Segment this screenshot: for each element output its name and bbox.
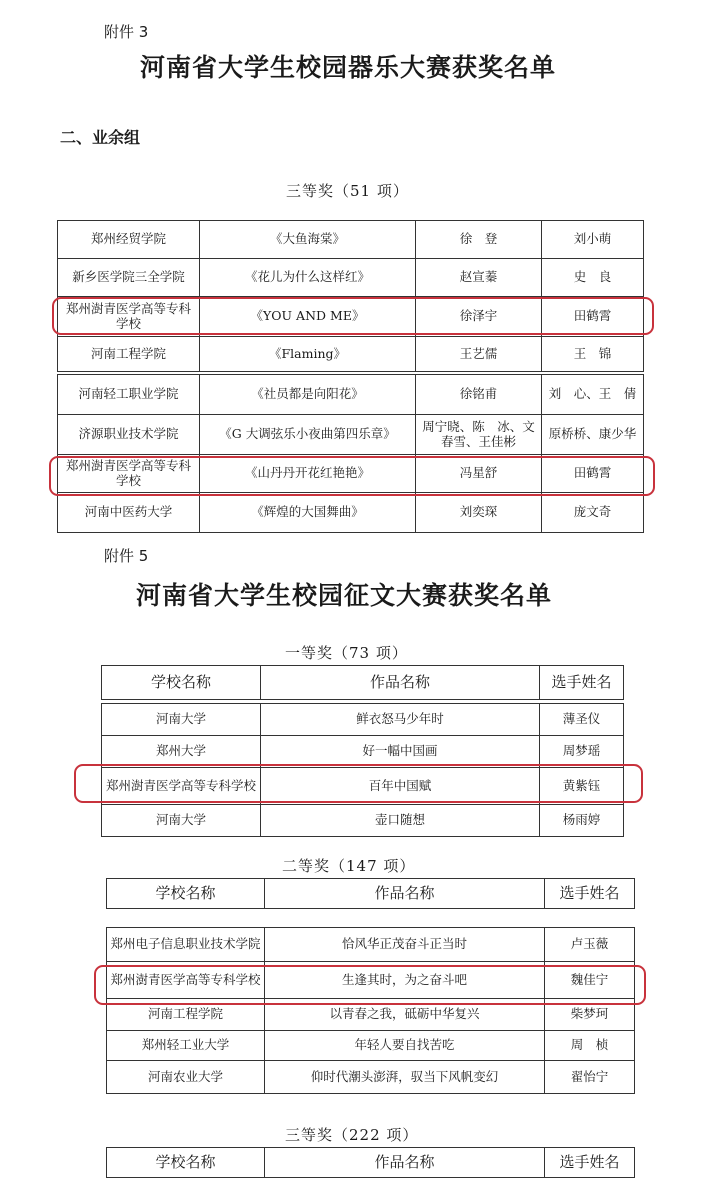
cell-performer: 周宁晓、陈 冰、文春雪、王佳彬 xyxy=(416,415,542,455)
cell-performer: 赵宣蓁 xyxy=(416,259,542,297)
cell-school: 河南农业大学 xyxy=(107,1061,265,1094)
cell-work: 《大鱼海棠》 xyxy=(200,221,416,259)
header-school: 学校名称 xyxy=(107,879,265,909)
annex-label-5: 附件 5 xyxy=(104,547,149,565)
cell-instructor: 原桥桥、康少华 xyxy=(542,415,644,455)
table-row xyxy=(58,415,644,455)
cell-contestant: 卢玉薇 xyxy=(545,928,635,962)
table-row xyxy=(58,221,644,259)
cell-school: 河南大学 xyxy=(102,704,261,736)
instrument-table-a xyxy=(57,220,644,372)
cell-performer: 刘奕琛 xyxy=(416,493,542,533)
cell-school: 新乡医学院三全学院 xyxy=(58,259,200,297)
second-prize-header xyxy=(106,878,635,909)
cell-school: 河南工程学院 xyxy=(58,337,200,372)
header-work: 作品名称 xyxy=(265,879,545,909)
cell-contestant: 薄圣仪 xyxy=(540,704,624,736)
cell-contestant: 杨雨婷 xyxy=(540,805,624,837)
cell-performer: 冯星舒 xyxy=(416,455,542,493)
first-prize-header xyxy=(101,665,624,700)
cell-instructor: 王 锦 xyxy=(542,337,644,372)
second-prize-heading: 二等奖（147 项） xyxy=(282,857,416,875)
header-contestant: 选手姓名 xyxy=(545,879,635,909)
cell-school: 河南轻工职业学院 xyxy=(58,375,200,415)
cell-work: 鲜衣怒马少年时 xyxy=(261,704,540,736)
table-row xyxy=(107,1031,635,1061)
cell-school: 郑州经贸学院 xyxy=(58,221,200,259)
cell-work: 《辉煌的大国舞曲》 xyxy=(200,493,416,533)
instrument-table-b xyxy=(57,374,644,533)
highlight-oval xyxy=(74,764,643,803)
cell-contestant: 周 桢 xyxy=(545,1031,635,1061)
cell-work: 仰时代潮头澎湃，驭当下风帆变幻 xyxy=(265,1061,545,1094)
third-prize-essay-heading: 三等奖（222 项） xyxy=(285,1126,419,1144)
table-row xyxy=(102,805,624,837)
cell-contestant: 翟怡宁 xyxy=(545,1061,635,1094)
cell-performer: 徐泽宇 xyxy=(416,297,542,337)
highlight-oval xyxy=(52,297,654,335)
cell-contestant: 周梦瑶 xyxy=(540,736,624,768)
cell-school: 济源职业技术学院 xyxy=(58,415,200,455)
cell-instructor: 史 良 xyxy=(542,259,644,297)
cell-work: 好一幅中国画 xyxy=(261,736,540,768)
header-school: 学校名称 xyxy=(102,666,261,700)
cell-work: 《社员都是向阳花》 xyxy=(200,375,416,415)
cell-work: 壶口随想 xyxy=(261,805,540,837)
first-prize-heading: 一等奖（73 项） xyxy=(285,644,408,662)
header-school: 学校名称 xyxy=(107,1148,265,1178)
cell-school: 郑州电子信息职业技术学院 xyxy=(107,928,265,962)
cell-contestant: 黄紫钰 xyxy=(540,768,624,805)
cell-work: 年轻人要自找苦吃 xyxy=(265,1031,545,1061)
table-row xyxy=(107,1061,635,1094)
highlight-oval xyxy=(94,965,646,1005)
cell-instructor: 刘小萌 xyxy=(542,221,644,259)
cell-school: 郑州澍青医学高等专科学校 xyxy=(58,455,200,493)
table-row xyxy=(107,928,635,962)
header-work: 作品名称 xyxy=(265,1148,545,1178)
cell-work: 以青春之我，砥砺中华复兴 xyxy=(265,999,545,1031)
section-heading: 二、业余组 xyxy=(60,128,141,147)
cell-work: 《山丹丹开花红艳艳》 xyxy=(200,455,416,493)
cell-performer: 徐 登 xyxy=(416,221,542,259)
table-row xyxy=(58,493,644,533)
cell-school: 郑州澍青医学高等专科学校 xyxy=(58,297,200,337)
cell-work: 《Flaming》 xyxy=(200,337,416,372)
cell-work: 百年中国赋 xyxy=(261,768,540,805)
header-contestant: 选手姓名 xyxy=(540,666,624,700)
third-prize-heading: 三等奖（51 项） xyxy=(286,182,409,200)
cell-school: 郑州澍青医学高等专科学校 xyxy=(102,768,261,805)
cell-instructor: 田鹤霄 xyxy=(542,455,644,493)
cell-work: 恰风华正茂奋斗正当时 xyxy=(265,928,545,962)
instrument-contest-title: 河南省大学生校园器乐大赛获奖名单 xyxy=(140,53,557,82)
table-row xyxy=(58,259,644,297)
table-row xyxy=(102,704,624,736)
cell-instructor: 田鹤霄 xyxy=(542,297,644,337)
cell-school: 河南工程学院 xyxy=(107,999,265,1031)
cell-instructor: 刘 心、王 倩 xyxy=(542,375,644,415)
table-row xyxy=(58,337,644,372)
cell-contestant: 魏佳宁 xyxy=(545,962,635,999)
header-work: 作品名称 xyxy=(261,666,540,700)
annex-label-3: 附件 3 xyxy=(104,23,149,41)
cell-work: 《YOU AND ME》 xyxy=(200,297,416,337)
cell-work: 生逢其时，为之奋斗吧 xyxy=(265,962,545,999)
cell-work: 《花儿为什么这样红》 xyxy=(200,259,416,297)
cell-school: 河南大学 xyxy=(102,805,261,837)
cell-school: 郑州澍青医学高等专科学校 xyxy=(107,962,265,999)
cell-performer: 王艺儒 xyxy=(416,337,542,372)
cell-school: 郑州轻工业大学 xyxy=(107,1031,265,1061)
cell-contestant: 柴梦珂 xyxy=(545,999,635,1031)
essay-contest-title: 河南省大学生校园征文大赛获奖名单 xyxy=(136,581,553,610)
highlight-oval xyxy=(49,456,655,496)
cell-instructor: 庞文奇 xyxy=(542,493,644,533)
cell-school: 河南中医药大学 xyxy=(58,493,200,533)
third-prize-header xyxy=(106,1147,635,1178)
table-row xyxy=(58,375,644,415)
table-row xyxy=(102,736,624,768)
header-contestant: 选手姓名 xyxy=(545,1148,635,1178)
second-prize-table xyxy=(106,927,635,1094)
cell-school: 郑州大学 xyxy=(102,736,261,768)
cell-performer: 徐铭甫 xyxy=(416,375,542,415)
cell-work: 《G 大调弦乐小夜曲第四乐章》 xyxy=(200,415,416,455)
